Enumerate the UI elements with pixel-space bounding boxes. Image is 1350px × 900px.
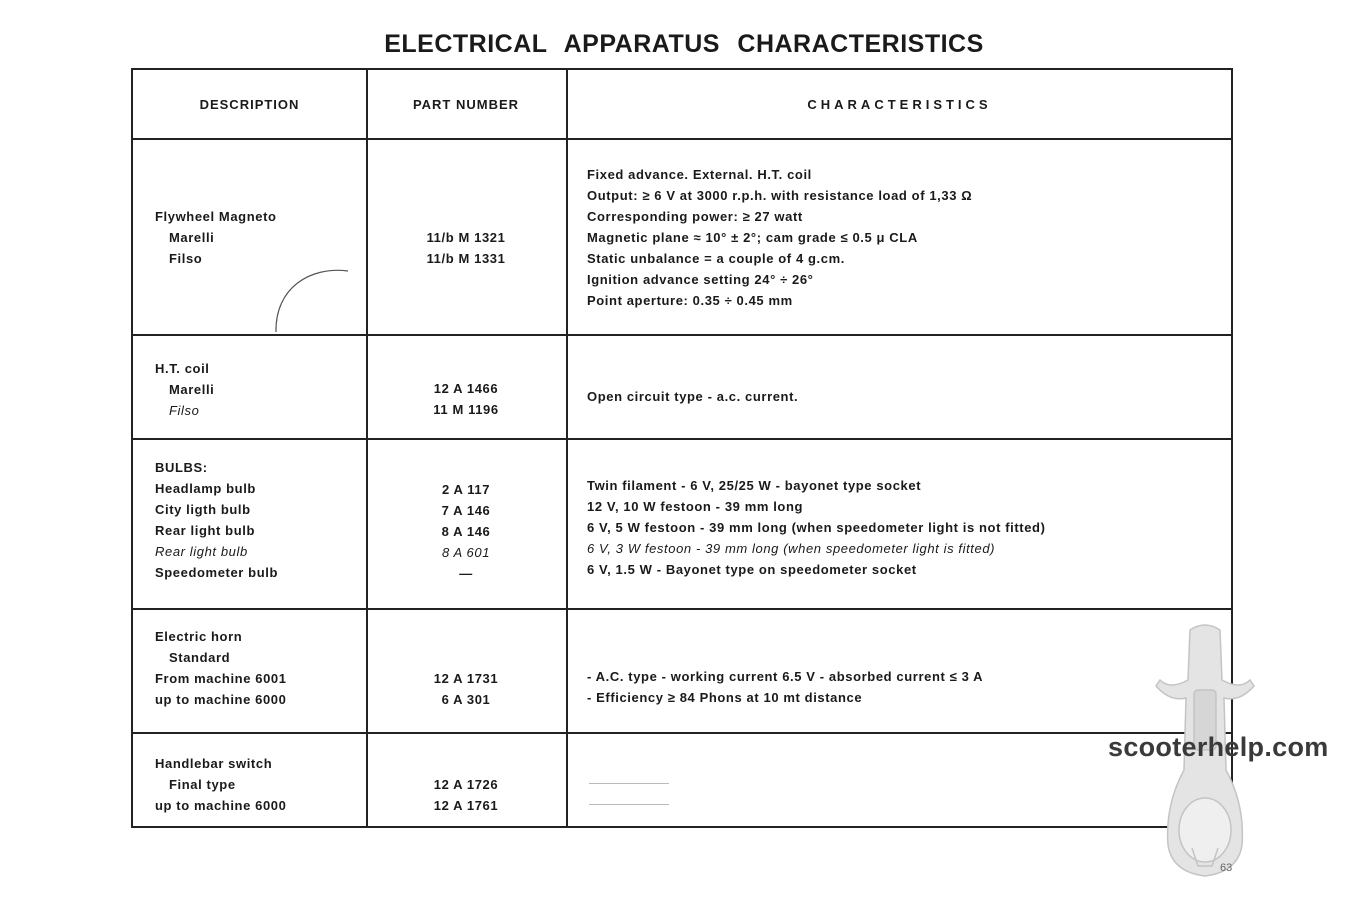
part-number-cell [366, 378, 566, 420]
part-number: 12 A 1731 [433, 671, 499, 686]
description-item: up to machine 6000 [155, 692, 287, 707]
row-divider [133, 608, 1231, 610]
description-item: Speedometer bulb [155, 565, 279, 580]
description-item: Final type [169, 777, 236, 792]
spec-table [131, 68, 1233, 828]
part-number: 8 A 601 [441, 545, 491, 560]
description-item: Rear light bulb [155, 523, 255, 538]
description-title: H.T. coil [155, 361, 210, 376]
part-number: 11/b M 1331 [426, 251, 506, 266]
page-number: 63 [1220, 862, 1233, 874]
part-number: — [459, 566, 473, 581]
characteristic-line: Corresponding power: ≥ 27 watt [587, 209, 803, 224]
part-number: 7 A 146 [441, 503, 491, 518]
characteristics-cell [587, 666, 1232, 708]
description-item: Marelli [169, 382, 215, 397]
description-item: From machine 6001 [155, 671, 287, 686]
description-cell [155, 626, 365, 710]
characteristic-line: 6 V, 1.5 W - Bayonet type on speedometer socket [587, 562, 917, 577]
description-item: Headlamp bulb [155, 481, 256, 496]
characteristic-line: Open circuit type - a.c. current. [587, 389, 799, 404]
part-number: 11 M 1196 [433, 402, 499, 417]
characteristic-line: Fixed advance. External. H.T. coil [587, 167, 812, 182]
characteristics-cell [587, 386, 1232, 407]
header-part-number: PART NUMBER [412, 96, 520, 112]
row-divider [133, 138, 1231, 140]
characteristic-line: - A.C. type - working current 6.5 V - absorbed current ≤ 3 A [587, 669, 984, 684]
characteristic-line: Twin filament - 6 V, 25/25 W - bayonet type socket [587, 478, 922, 493]
part-number-cell [366, 668, 566, 710]
part-number: 12 A 1761 [433, 798, 499, 813]
description-item: Standard [169, 650, 231, 665]
part-number: 8 A 146 [441, 524, 491, 539]
description-title: Handlebar switch [155, 756, 273, 771]
description-item: Filso [169, 251, 203, 266]
description-item: City ligth bulb [155, 502, 251, 517]
characteristic-line: 6 V, 5 W festoon - 39 mm long (when speedometer light is not fitted) [587, 520, 1046, 535]
watermark-text: scooterhelp.com [1108, 732, 1329, 762]
header-characteristics: CHARACTERISTICS [807, 96, 992, 112]
characteristic-line: Magnetic plane ≈ 10° ± 2°; cam grade ≤ 0.5 μ CLA [587, 230, 918, 245]
part-number: 11/b M 1321 [426, 230, 506, 245]
description-title: Electric horn [155, 629, 243, 644]
part-number-cell [366, 227, 566, 269]
row-divider [133, 334, 1231, 336]
characteristic-line: 12 V, 10 W festoon - 39 mm long [587, 499, 804, 514]
column-divider [366, 70, 368, 826]
part-number-cell [366, 479, 566, 584]
description-item: Rear light bulb [155, 544, 248, 559]
description-cell [155, 206, 365, 269]
characteristic-line: Static unbalance = a couple of 4 g.cm. [587, 251, 845, 266]
header-description: DESCRIPTION [199, 96, 300, 112]
row-divider [133, 732, 1231, 734]
characteristic-line: 6 V, 3 W festoon - 39 mm long (when speedometer light is fitted) [587, 541, 996, 556]
description-cell [155, 753, 365, 816]
characteristic-line: Point aperture: 0.35 ÷ 0.45 mm [587, 293, 793, 308]
characteristics-cell [587, 164, 1232, 311]
blank-characteristics-marks [589, 783, 669, 825]
description-cell [155, 457, 365, 583]
description-item: Filso [169, 403, 200, 418]
description-title: BULBS: [155, 460, 208, 475]
part-number-cell [366, 774, 566, 816]
page-title: ELECTRICAL APPARATUS CHARACTERISTICS [384, 30, 984, 58]
characteristic-line: Output: ≥ 6 V at 3000 r.p.h. with resistance load of 1,33 Ω [587, 188, 973, 203]
characteristics-cell [587, 475, 1232, 580]
characteristic-line: - Efficiency ≥ 84 Phons at 10 mt distance [587, 690, 863, 705]
column-divider [566, 70, 568, 826]
row-divider [133, 438, 1231, 440]
part-number: 2 A 117 [441, 482, 491, 497]
description-cell [155, 358, 365, 421]
part-number: 6 A 301 [441, 692, 491, 707]
description-item: Marelli [169, 230, 215, 245]
part-number: 12 A 1466 [433, 381, 499, 396]
description-title: Flywheel Magneto [155, 209, 277, 224]
part-number: 12 A 1726 [433, 777, 499, 792]
description-item: up to machine 6000 [155, 798, 287, 813]
characteristic-line: Ignition advance setting 24° ÷ 26° [587, 272, 814, 287]
